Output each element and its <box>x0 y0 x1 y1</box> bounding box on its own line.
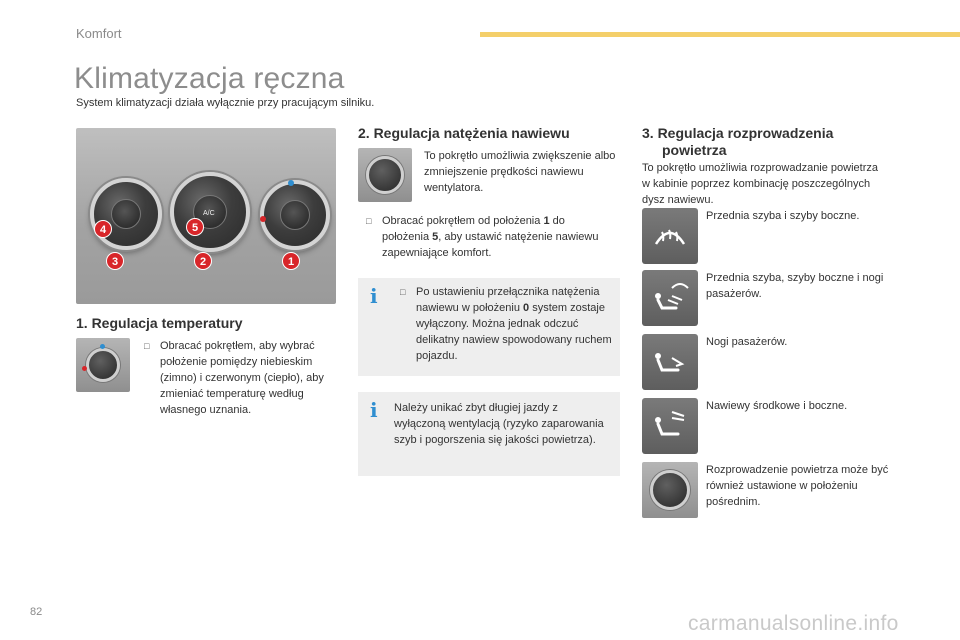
page-intro: System klimatyzacji działa wyłącznie przy pracującym silniku. <box>76 97 375 109</box>
feet-vent-icon <box>650 342 690 382</box>
info-box-fan-off-text: □ Po ustawieniu przełącznika natężenia nawiewu w położeniu 0 system zostaje wyłączony. Można jednak odczuć delikatny nawiew spowodowany ruchem pojazdu. <box>400 286 612 362</box>
distribution-dial-icon <box>650 470 690 510</box>
callout-5: 5 <box>186 218 204 236</box>
mode-label-windscreen-feet: Przednia szyba, szyby boczne i nogi pasażerów. <box>706 272 884 300</box>
info-box-fan-off <box>358 278 620 376</box>
mode-label-intermediate: Rozprowadzenie powietrza może być również ustawione w położeniu pośrednim. <box>706 464 889 508</box>
mode-label-windscreen: Przednia szyba i szyby boczne. <box>706 210 860 222</box>
section-1-bullet: □ Obracać pokrętłem, aby wybrać położenie pomiędzy niebieskim (zimno) i czerwonym (ciepło), aby zmieniać temperaturę według własnego uznania. <box>144 340 324 416</box>
section-3-description: To pokrętło umożliwia rozprowadzanie powietrza w kabinie poprzez kombinację poszczególnych dysz nawiewu. <box>642 162 879 206</box>
mode-tile-feet <box>642 334 698 390</box>
info-box-ventilation-warning-text: Należy unikać zbyt długiej jazdy z wyłączoną wentylacją (ryzyko zaparowania szyb i pogorszenia się jakości powietrza). <box>394 402 604 446</box>
mode-label-feet: Nogi pasażerów. <box>706 336 788 348</box>
temperature-knob <box>260 180 330 250</box>
page-title: Klimatyzacja ręczna <box>74 62 345 95</box>
info-box-ventilation-warning <box>358 392 620 476</box>
fan-knob-thumbnail <box>358 148 412 202</box>
info-icon: i <box>370 398 378 422</box>
watermark: carmanualsonline.info <box>688 612 899 635</box>
ac-label: A/C <box>203 210 215 217</box>
section-2-bullet: □ Obracać pokrętłem od położenia 1 do położenia 5, aby ustawić natężenie nawiewu zapewniające komfort. <box>366 215 599 259</box>
bullet-marker-icon: □ <box>366 216 372 226</box>
windscreen-demist-icon <box>650 216 690 256</box>
mode-tile-distribution-dial <box>642 462 698 518</box>
section-2-description: To pokrętło umożliwia zwiększenie albo zmniejszenie prędkości nawiewu wentylatora. <box>424 150 616 194</box>
callout-2: 2 <box>194 252 212 270</box>
info-icon: i <box>370 284 378 308</box>
windscreen-and-feet-icon <box>650 278 690 318</box>
bullet-marker-icon: □ <box>400 287 406 297</box>
section-1-heading: 1. Regulacja temperatury <box>76 315 243 331</box>
temperature-knob-thumbnail <box>76 338 130 392</box>
mode-label-face: Nawiewy środkowe i boczne. <box>706 400 848 412</box>
mode-tile-face <box>642 398 698 454</box>
face-vent-icon <box>650 406 690 446</box>
section-2-heading: 2. Regulacja natężenia nawiewu <box>358 125 570 141</box>
callout-1: 1 <box>282 252 300 270</box>
control-panel-photo <box>76 128 336 304</box>
header-accent-bar <box>480 32 960 37</box>
hot-dot <box>260 216 266 222</box>
mode-tile-windscreen-feet <box>642 270 698 326</box>
bullet-marker-icon: □ <box>144 341 150 351</box>
mode-tile-windscreen <box>642 208 698 264</box>
section-label: Komfort <box>76 26 122 41</box>
callout-4: 4 <box>94 220 112 238</box>
page-number: 82 <box>30 606 43 618</box>
section-3-heading: 3. Regulacja rozprowadzenia powietrza <box>642 125 834 158</box>
callout-3: 3 <box>106 252 124 270</box>
cold-dot <box>288 180 294 186</box>
distribution-knob <box>90 178 162 250</box>
